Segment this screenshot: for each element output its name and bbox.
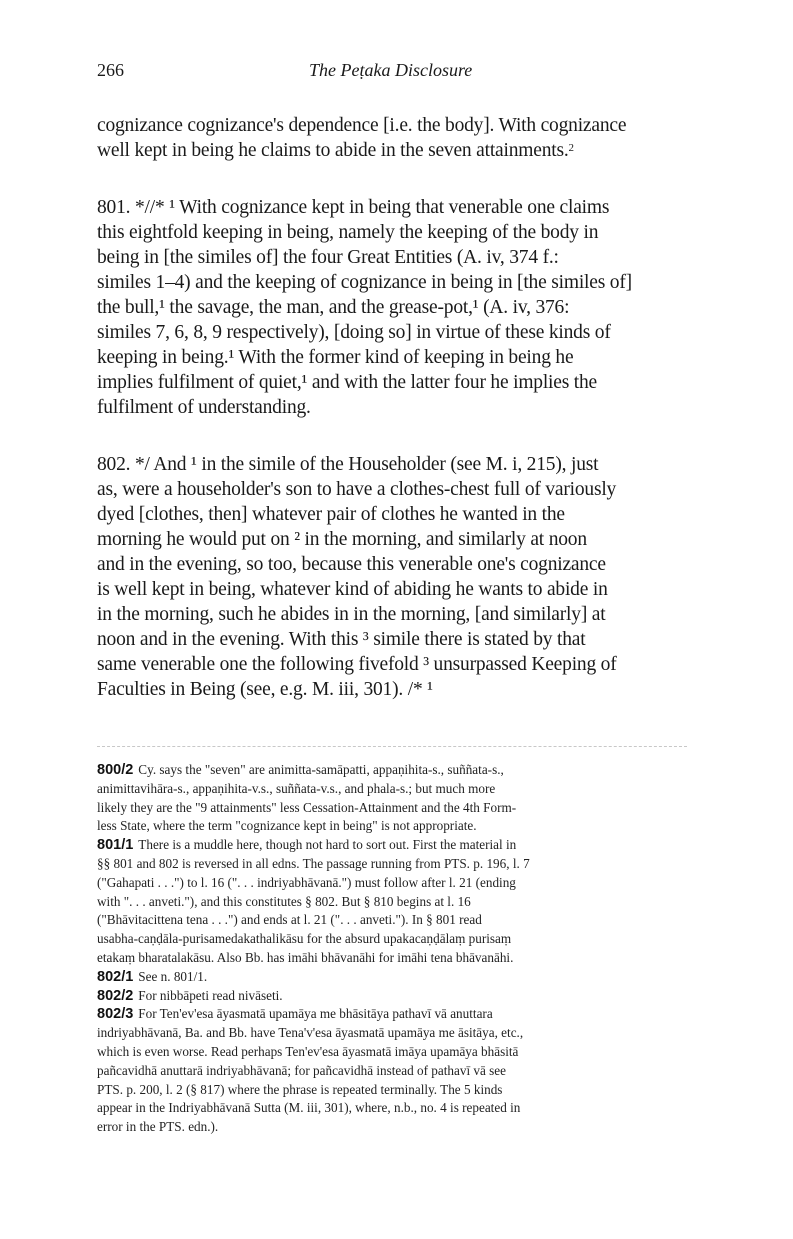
footnote-line: likely they are the "9 attainments" less Cessation-Attainment and the 4th Form- xyxy=(97,799,517,815)
footnote-line: PTS. p. 200, l. 2 (§ 817) where the phrase is repeated terminally. The 5 kinds xyxy=(97,1081,503,1097)
text-line: similes 1–4) and the keeping of cognizance in being in [the similes of] xyxy=(97,272,632,293)
text-line: similes 7, 6, 8, 9 respectively), [doing so] in virtue of these kinds of xyxy=(97,322,611,343)
footnote-line xyxy=(97,968,793,987)
footnote-text: For nibbāpeti read nivāseti. xyxy=(138,987,283,1003)
running-title: The Peṭaka Disclosure xyxy=(309,60,473,80)
paragraph-802 xyxy=(97,452,793,702)
footnote-line xyxy=(97,836,793,855)
footnote-line: etakaṃ bharatalakāsu. Also Bb. has imāhi bhāvanāhi for imāhi tena bhāvanāhi. xyxy=(97,949,514,965)
text-line: fulfilment of understanding. xyxy=(97,397,311,418)
paragraph-801 xyxy=(97,195,793,420)
footnote-line xyxy=(97,761,793,780)
paragraph-continuation xyxy=(97,113,793,163)
footnote-label: 802/3 xyxy=(97,1006,134,1023)
page-number: 266 xyxy=(97,60,124,80)
footnote-line: ("Gahapati . . .") to l. 16 (". . . indriyabhāvanā.") must follow after l. 21 (ending xyxy=(97,874,516,890)
text-line: this eightfold keeping in being, namely the keeping of the body in xyxy=(97,222,599,243)
footnotes xyxy=(97,761,793,1137)
text-line: 802. */ And ¹ in the simile of the Householder (see M. i, 215), just xyxy=(97,454,599,475)
footnote-line: error in the PTS. edn.). xyxy=(97,1119,219,1135)
footnote-line: appear in the Indriyabhāvanā Sutta (M. iii, 301), where, n.b., no. 4 is repeated in xyxy=(97,1100,521,1116)
page-header xyxy=(97,60,793,84)
text-line: being in [the similes of] the four Great Entities (A. iv, 374 f.: xyxy=(97,247,559,268)
footnote-line: pañcavidhā anuttarā indriyabhāvanā; for pañcavidhā instead of pathavī vā see xyxy=(97,1062,506,1078)
footnote-line: less State, where the term "cognizance kept in being" is not appropriate. xyxy=(97,818,477,834)
footnote-label: 800/2 xyxy=(97,762,134,778)
footnote-line: animittavihāra-s., appaṇihita-v.s., suññata-v.s., and phala-s.; but much more xyxy=(97,780,496,796)
footnote-801-1 xyxy=(97,836,793,968)
text-line: dyed [clothes, then] whatever pair of clothes he wanted in the xyxy=(97,504,565,525)
text-line: morning he would put on ² in the morning, and similarly at noon xyxy=(97,529,587,550)
footnote-text: There is a muddle here, though not hard to sort out. First the material in xyxy=(138,837,517,853)
footnote-text: Cy. says the "seven" are animitta-samāpatti, appaṇihita-s., suññata-s., xyxy=(138,762,504,777)
footnote-label: 801/1 xyxy=(97,837,134,854)
footnote-line: indriyabhāvanā, Ba. and Bb. have Tena'v'esa āyasmatā upamāya me āsitāya, etc., xyxy=(97,1025,524,1041)
main-text xyxy=(97,113,793,702)
footnote-line: usabha-caṇḍāla-purisamedakathalikāsu for the absurd upakacaṇḍālaṃ purisaṃ xyxy=(97,931,512,947)
text-line: and in the evening, so too, because this venerable one's cognizance xyxy=(97,554,606,575)
text-line: Faculties in Being (see, e.g. M. iii, 301). /* ¹ xyxy=(97,679,433,700)
text-line: implies fulfilment of quiet,¹ and with the latter four he implies the xyxy=(97,372,598,393)
text-line: noon and in the evening. With this ³ simile there is stated by that xyxy=(97,629,586,650)
footnote-802-3 xyxy=(97,1005,793,1137)
text-line: as, were a householder's son to have a clothes-chest full of variously xyxy=(97,479,617,500)
footnote-ref: 2 xyxy=(568,142,574,154)
text-line: in the morning, such he abides in in the morning, [and similarly] at xyxy=(97,604,606,625)
footnote-800-2 xyxy=(97,761,793,836)
footnote-line: ("Bhāvitacittena tena . . .") and ends at l. 21 (". . . anveti."). In § 801 read xyxy=(97,912,482,928)
footnote-label: 802/1 xyxy=(97,968,134,985)
footnote-separator xyxy=(97,746,687,747)
footnote-line: §§ 801 and 802 is reversed in all edns. The passage running from PTS. p. 196, l. 7 xyxy=(97,855,530,871)
text-line xyxy=(97,138,793,163)
book-page xyxy=(97,0,793,1239)
footnote-802-1 xyxy=(97,968,793,987)
text-line: 801. *//* ¹ With cognizance kept in being that venerable one claims xyxy=(97,197,610,218)
footnote-line xyxy=(97,1005,793,1024)
footnote-line xyxy=(97,987,793,1006)
text-line: is well kept in being, whatever kind of abiding he wants to abide in xyxy=(97,579,608,600)
text-line: keeping in being.¹ With the former kind of keeping in being he xyxy=(97,347,574,368)
text-line: same venerable one the following fivefold ³ unsurpassed Keeping of xyxy=(97,654,617,675)
footnote-text: See n. 801/1. xyxy=(138,968,208,984)
footnote-802-2 xyxy=(97,987,793,1006)
text-span: well kept in being he claims to abide in the seven attainments. xyxy=(97,140,569,161)
footnote-line: which is even worse. Read perhaps Ten'ev'esa āyasmatā imāya upamāya bhāsitā xyxy=(97,1043,519,1059)
text-line: cognizance cognizance's dependence [i.e. the body]. With cognizance xyxy=(97,115,627,136)
footnote-line: with ". . . anveti."), and this constitutes § 802. But § 810 begins at l. 16 xyxy=(97,893,471,909)
text-line: the bull,¹ the savage, the man, and the grease-pot,¹ (A. iv, 376: xyxy=(97,297,570,318)
footnote-text: For Ten'ev'esa āyasmatā upamāya me bhāsitāya pathavī vā anuttara xyxy=(138,1006,493,1022)
footnote-label: 802/2 xyxy=(97,987,134,1004)
